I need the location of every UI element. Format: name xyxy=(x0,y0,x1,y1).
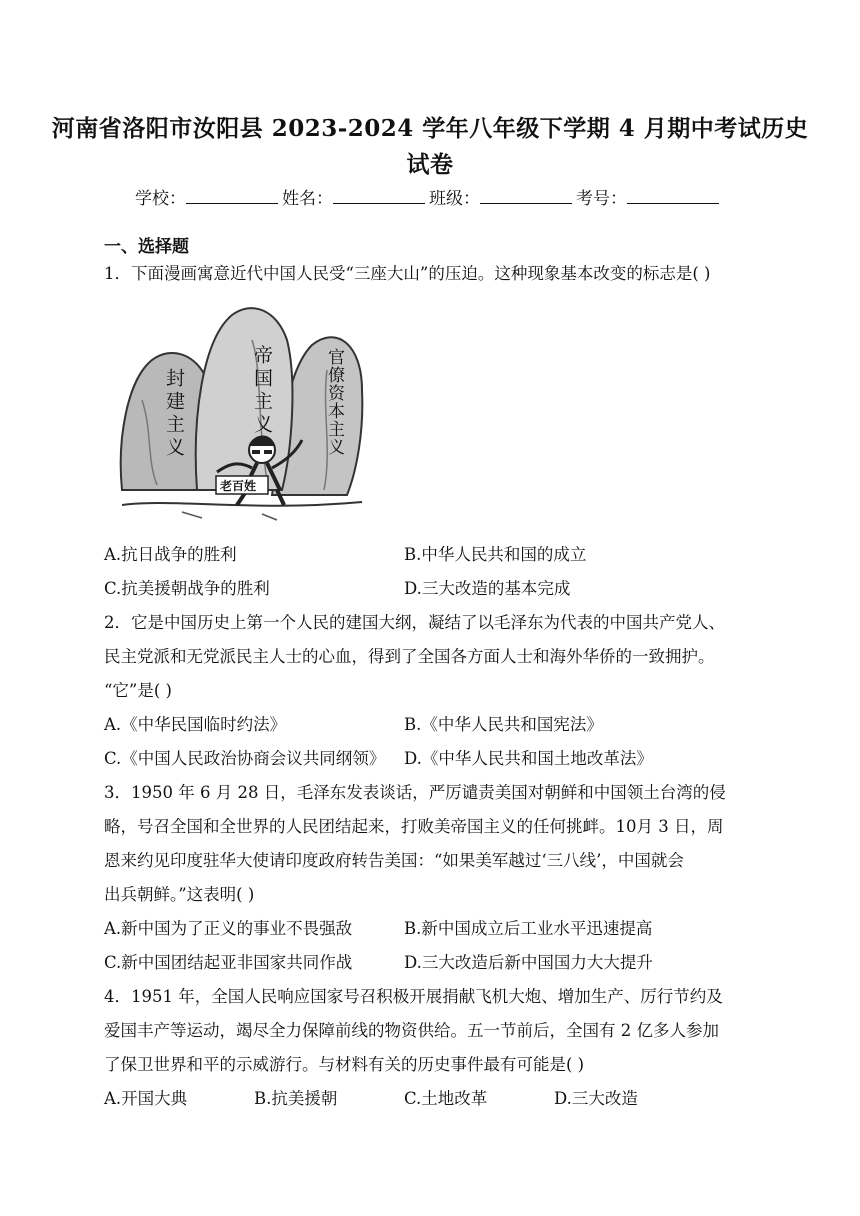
mountain-middle-label: 帝国主义 xyxy=(251,345,273,437)
section-title: 一、选择题 xyxy=(104,237,189,257)
three-mountains-cartoon xyxy=(112,300,372,530)
q2-text-line2: 民主党派和无党派民主人士的心血，得到了全国各方面人士和海外华侨的一致拥护。 xyxy=(104,647,715,666)
q4-option-c[interactable]: C.土地改革 xyxy=(404,1089,488,1108)
q2-option-d[interactable]: D.《中华人民共和国土地改革法》 xyxy=(404,749,653,768)
q4-option-a[interactable]: A.开国大典 xyxy=(104,1089,188,1108)
class-blank xyxy=(480,187,572,204)
q4-option-b[interactable]: B.抗美援朝 xyxy=(254,1089,338,1108)
q2-option-a[interactable]: A.《中华民国临时约法》 xyxy=(104,715,287,734)
name-blank xyxy=(333,187,425,204)
exam-no-label: 考号： xyxy=(576,189,627,209)
exam-no-blank xyxy=(627,187,719,204)
q4-text-line3: 了保卫世界和平的示威游行。与材料有关的历史事件最有可能是( ) xyxy=(104,1055,585,1074)
school-blank xyxy=(186,187,278,204)
q4-option-d[interactable]: D.三大改造 xyxy=(554,1089,638,1108)
q4-text-line2: 爱国丰产等运动，竭尽全力保障前线的物资供给。五一节前后，全国有 2 亿多人参加 xyxy=(104,1021,719,1040)
q3-text-line3: 恩来约见印度驻华大使请印度政府转告美国：“如果美军越过‘三八线’，中国就会 xyxy=(104,851,684,870)
q3-text-line2: 略，号召全国和全世界的人民团结起来，打败美帝国主义的任何挑衅。10月 3 日，周 xyxy=(104,817,724,836)
q4-text-line1: 4．1951 年，全国人民响应国家号召积极开展捐献飞机大炮、增加生产、厉行节约及 xyxy=(104,987,723,1006)
q3-text-line1: 3．1950 年 6 月 28 日，毛泽东发表谈话，严厉谴责美国对朝鲜和中国领土台湾的侵 xyxy=(104,783,726,802)
person-label: 老百姓 xyxy=(220,479,257,493)
q3-text-line4: 出兵朝鲜。”这表明( ) xyxy=(104,885,255,904)
q2-text-line3: “它”是( ) xyxy=(104,681,172,700)
q3-option-a[interactable]: A.新中国为了正义的事业不畏强敌 xyxy=(104,919,353,938)
q3-option-d[interactable]: D.三大改造后新中国国力大大提升 xyxy=(404,953,653,972)
name-label: 姓名： xyxy=(282,189,333,209)
school-label: 学校： xyxy=(135,189,186,209)
student-info-row xyxy=(135,184,723,209)
q3-option-c[interactable]: C.新中国团结起亚非国家共同作战 xyxy=(104,953,353,972)
q3-option-b[interactable]: B.新中国成立后工业水平迅速提高 xyxy=(404,919,653,938)
q1-option-c[interactable]: C.抗美援朝战争的胜利 xyxy=(104,579,270,598)
mountain-left-label: 封建主义 xyxy=(163,368,185,460)
exam-title-line1: 河南省洛阳市汝阳县 2023-2024 学年八年级下学期 4 月期中考试历史 xyxy=(51,115,809,142)
class-label: 班级： xyxy=(429,189,480,209)
q1-option-d[interactable]: D.三大改造的基本完成 xyxy=(404,579,571,598)
mountain-right-label: 官僚资本主义 xyxy=(324,348,344,456)
q1-text: 1．下面漫画寓意近代中国人民受“三座大山”的压迫。这种现象基本改变的标志是( ) xyxy=(104,264,711,283)
q2-option-c[interactable]: C.《中国人民政治协商会议共同纲领》 xyxy=(104,749,386,768)
q1-option-b[interactable]: B.中华人民共和国的成立 xyxy=(404,545,587,564)
q1-option-a[interactable]: A.抗日战争的胜利 xyxy=(104,545,237,564)
q2-text-line1: 2．它是中国历史上第一个人民的建国大纲，凝结了以毛泽东为代表的中国共产党人、 xyxy=(104,613,725,632)
exam-title-line2: 试卷 xyxy=(406,151,454,178)
q2-option-b[interactable]: B.《中华人民共和国宪法》 xyxy=(404,715,603,734)
